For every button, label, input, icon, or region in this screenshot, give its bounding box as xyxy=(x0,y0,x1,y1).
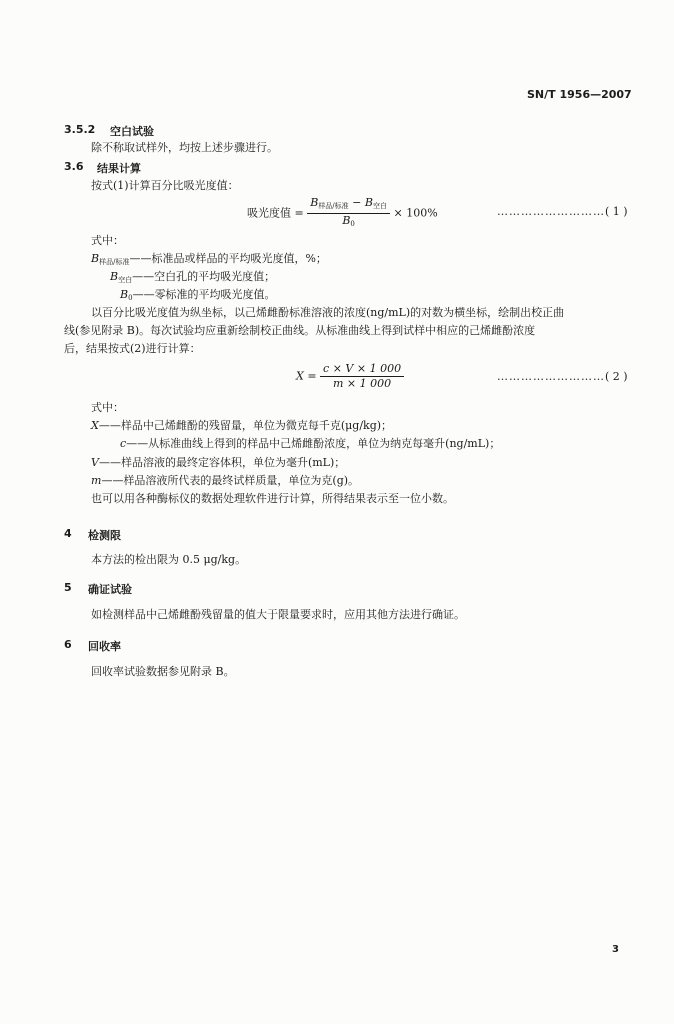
paragraph-line-2: 线(参见附录 B)。每次试验均应重新绘制校正曲线。从标准曲线上得到试样中相应的己烯雌酚浓度 xyxy=(64,324,536,337)
definition-v: V——样品溶液的最终定容体积，单位为毫升(mL)； xyxy=(91,456,346,469)
where-label-1: 式中： xyxy=(91,234,124,247)
section-5-title: 确证试验 xyxy=(88,583,132,596)
eq2-number: ………………………( 2 ) xyxy=(497,370,628,383)
section-3-5-2-number: 3.5.2 xyxy=(64,123,96,136)
eq1-fraction xyxy=(307,196,390,231)
eq2-numerator: c × V × 1 000 xyxy=(320,362,404,377)
paragraph-line-3: 后，结果按式(2)进行计算： xyxy=(64,342,201,355)
definition-m: m——样品溶液所代表的最终试样质量，单位为克(g)。 xyxy=(91,474,360,487)
eq1-numerator: $B_{样品/标准} - B_{空白}$ xyxy=(307,196,390,214)
definition-b-sample: $B_{样品/标准}——$标准品或样品的平均吸光度值，%； xyxy=(91,252,327,266)
section-3-6-title: 结果计算 xyxy=(97,162,141,175)
eq1-number: ………………………( 1 ) xyxy=(497,205,628,218)
section-4-title: 检测限 xyxy=(88,529,121,542)
eq1-lhs: 吸光度值 = xyxy=(247,206,304,220)
definition-c: c——从标准曲线上得到的样品中己烯雌酚浓度，单位为纳克每毫升(ng/mL)； xyxy=(120,437,501,450)
section-4-number: 4 xyxy=(64,527,72,540)
section-5-number: 5 xyxy=(64,581,72,594)
section-6-number: 6 xyxy=(64,638,72,651)
standard-number: SN/T 1956—2007 xyxy=(527,88,632,101)
definition-b-blank: $B_{空白}——$空白孔的平均吸光度值； xyxy=(110,270,276,284)
equation-1 xyxy=(247,196,438,231)
paragraph-line-1: 以百分比吸光度值为纵坐标，以己烯雌酚标准溶液的浓度(ng/mL)的对数为横坐标，绘制出校正曲 xyxy=(91,306,565,319)
eq2-fraction xyxy=(320,362,404,391)
eq1-rhs: × 100% xyxy=(393,206,438,220)
where-label-2: 式中： xyxy=(91,401,124,414)
eq1-denominator: $B_0$ xyxy=(342,214,355,228)
equation-2 xyxy=(296,362,404,391)
eq2-denominator: m × 1 000 xyxy=(332,377,392,390)
definition-b-zero: $B_0——$零标准的平均吸光度值。 xyxy=(120,288,276,302)
section-4-text: 本方法的检出限为 0.5 μg/kg。 xyxy=(91,553,247,566)
definition-x: X——样品中己烯雌酚的残留量，单位为微克每千克(μg/kg)； xyxy=(91,419,393,432)
section-3-6-number: 3.6 xyxy=(64,160,84,173)
section-3-5-2-title: 空白试验 xyxy=(110,125,154,138)
section-5-text: 如检测样品中己烯雌酚残留量的值大于限量要求时，应用其他方法进行确证。 xyxy=(91,608,465,621)
closing-note: 也可以用各种酶标仪的数据处理软件进行计算，所得结果表示至一位小数。 xyxy=(91,492,454,505)
section-3-5-2-text: 除不称取试样外，均按上述步骤进行。 xyxy=(91,141,278,154)
section-6-text: 回收率试验数据参见附录 B。 xyxy=(91,665,235,678)
page-number: 3 xyxy=(612,944,619,955)
section-6-title: 回收率 xyxy=(88,640,121,653)
section-3-6-intro: 按式(1)计算百分比吸光度值： xyxy=(91,179,239,192)
eq2-lhs: X = xyxy=(296,369,317,383)
